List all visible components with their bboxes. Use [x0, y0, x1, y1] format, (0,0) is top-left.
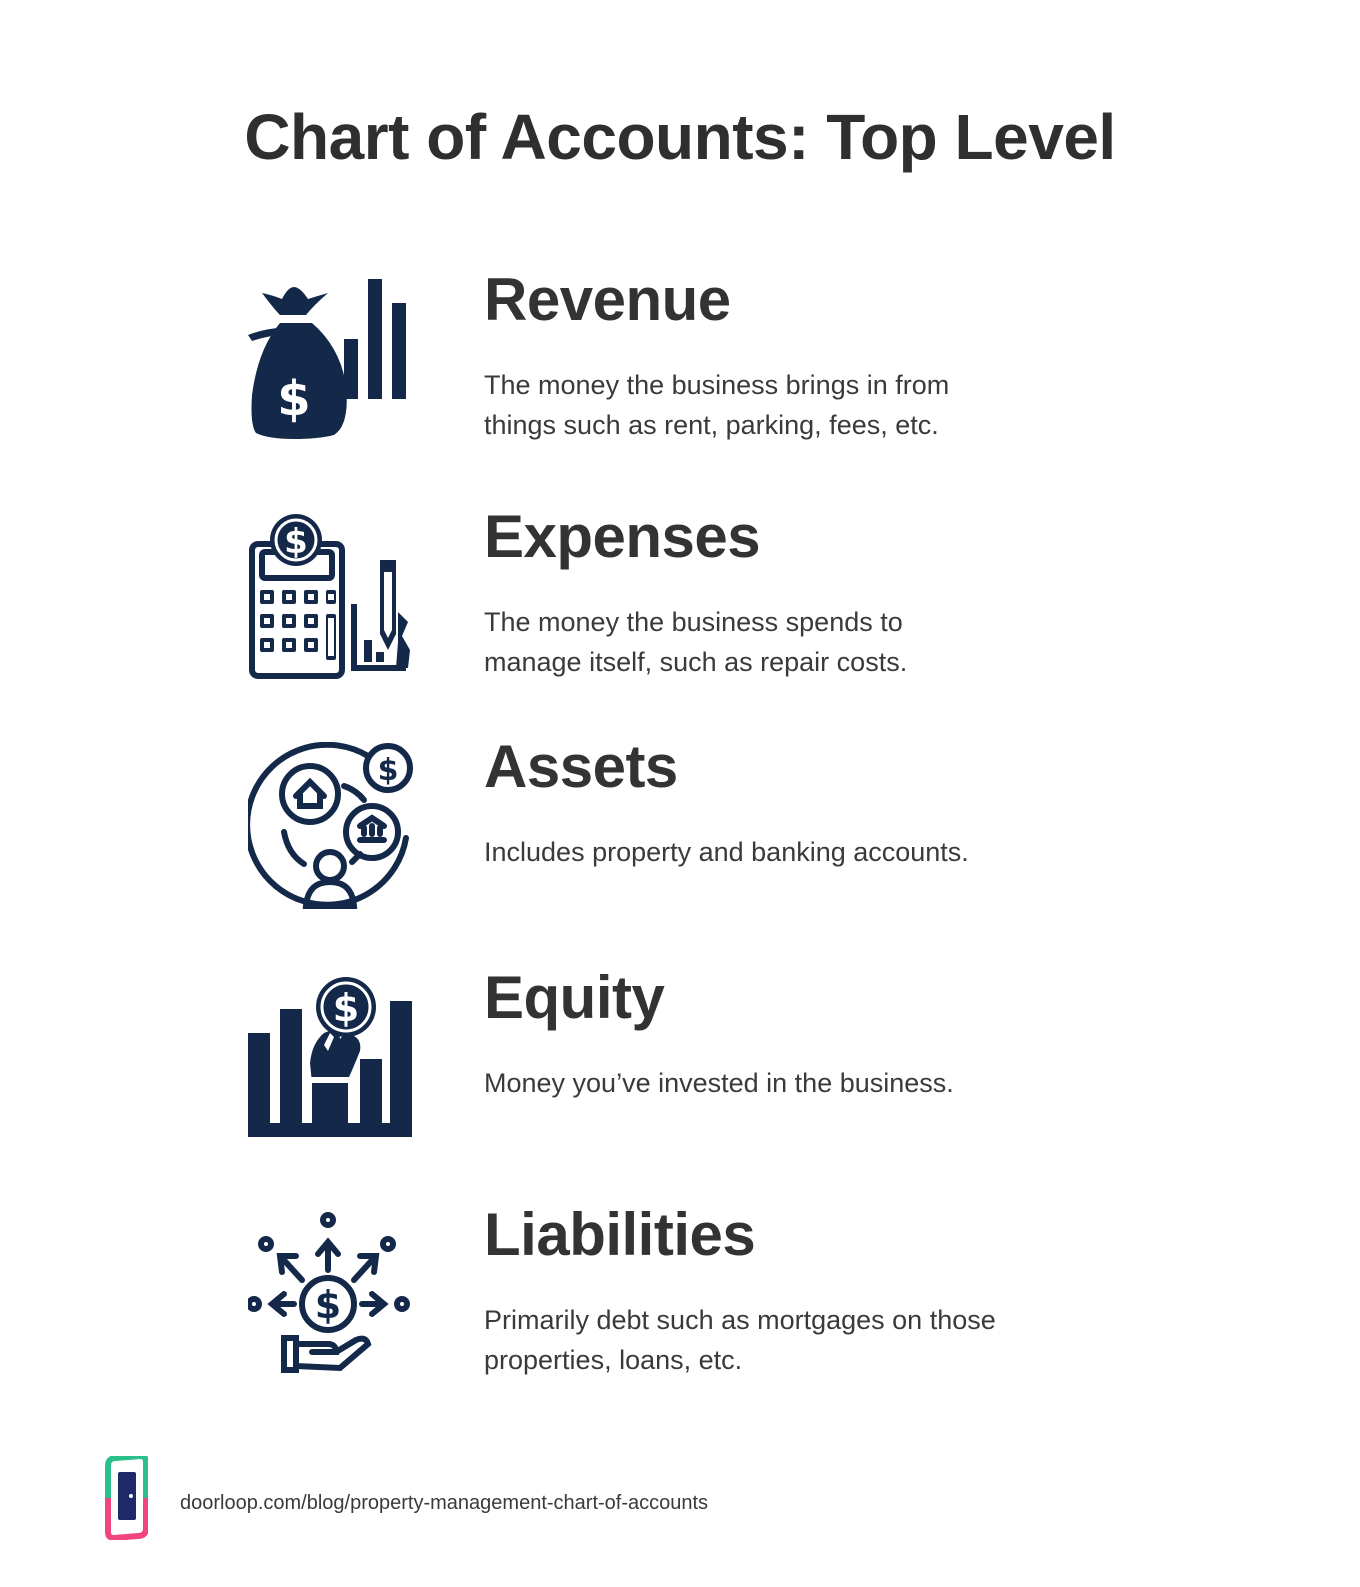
account-liabilities	[248, 1201, 1148, 1390]
hand-coin-bar-chart-icon	[248, 973, 416, 1141]
account-name: Assets	[484, 733, 678, 800]
account-description: The money the business brings in from things such as rent, parking, fees, etc.	[484, 370, 950, 440]
account-name: Equity	[484, 964, 665, 1031]
footer-url[interactable]: doorloop.com/blog/property-management-chart-of-accounts	[180, 1492, 709, 1514]
assets-cycle-icon	[248, 742, 416, 910]
svg-text:$: $	[284, 522, 308, 562]
account-description: The money the business spends to manage itself, such as repair costs.	[484, 607, 908, 677]
account-revenue	[248, 266, 1148, 455]
account-description: Includes property and banking accounts.	[484, 837, 969, 867]
account-expenses	[248, 503, 1148, 692]
account-equity	[248, 964, 1148, 1153]
account-description: Primarily debt such as mortgages on those properties, loans, etc.	[484, 1305, 996, 1375]
account-description: Money you’ve invested in the business.	[484, 1068, 954, 1098]
page-title: Chart of Accounts: Top Level	[244, 101, 1116, 173]
doorloop-logo-icon	[104, 1456, 148, 1540]
account-name: Revenue	[484, 266, 731, 333]
footer	[104, 1456, 1004, 1546]
svg-text:$: $	[377, 753, 399, 788]
svg-text:$: $	[277, 371, 311, 427]
svg-text:$: $	[314, 1283, 342, 1327]
hand-dollar-arrows-icon	[248, 1210, 416, 1378]
account-name: Liabilities	[484, 1201, 756, 1268]
calculator-pencil-icon	[248, 512, 416, 680]
account-name: Expenses	[484, 503, 761, 570]
account-assets	[248, 733, 1148, 922]
money-bag-bar-chart-icon	[248, 275, 416, 443]
svg-text:$: $	[332, 986, 360, 1030]
